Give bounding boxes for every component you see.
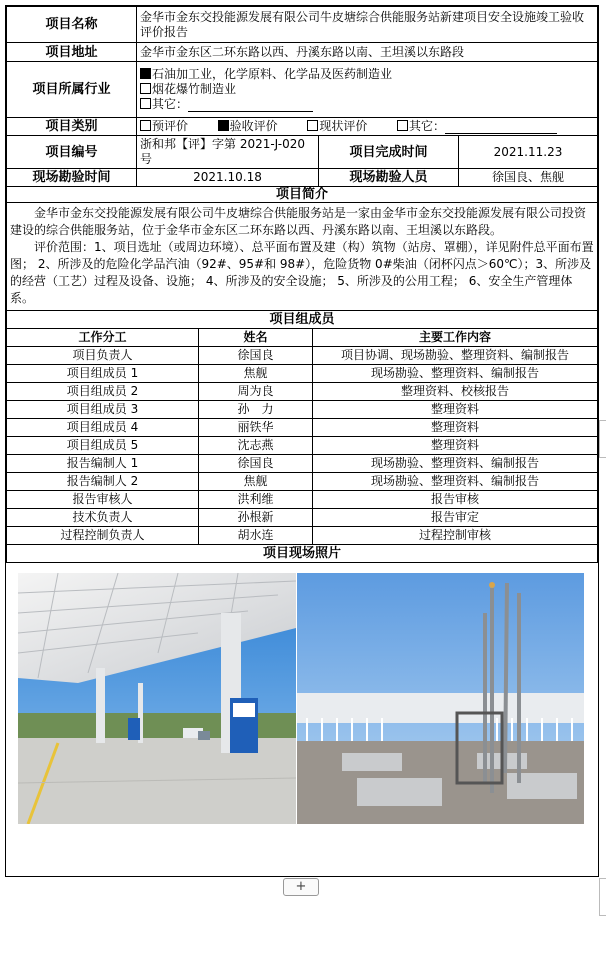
project-type-options (137, 118, 598, 136)
team-work: 报告审定 (313, 509, 598, 527)
team-member-name: 焦舰 (199, 365, 313, 383)
team-member-name: 沈志燕 (199, 437, 313, 455)
team-member-name: 徐国良 (199, 455, 313, 473)
table-row (7, 365, 598, 383)
table-row (7, 383, 598, 401)
team-work: 现场勘验、整理资料、编制报告 (313, 473, 598, 491)
team-work: 整理资料 (313, 401, 598, 419)
team-work: 整理资料 (313, 419, 598, 437)
team-member-name: 洪利维 (199, 491, 313, 509)
team-work: 整理资料、校核报告 (313, 383, 598, 401)
project-industry-label: 项目所属行业 (7, 62, 137, 118)
team-work: 报告审核 (313, 491, 598, 509)
survey-staff-label: 现场勘验人员 (319, 169, 459, 187)
team-member-name: 丽铁华 (199, 419, 313, 437)
table-row (7, 491, 598, 509)
table-row (7, 527, 598, 545)
table-row (7, 437, 598, 455)
add-button[interactable]: + (283, 878, 319, 896)
team-table (6, 311, 598, 563)
team-role: 报告编制人 1 (7, 455, 199, 473)
team-role: 报告编制人 2 (7, 473, 199, 491)
survey-time-label: 现场勘验时间 (7, 169, 137, 187)
industry-other-blank[interactable] (188, 111, 313, 112)
team-header-name: 姓名 (199, 329, 313, 347)
team-member-name: 徐国良 (199, 347, 313, 365)
project-code-value: 浙和邦【评】字第 2021-J-020 号 (137, 136, 319, 169)
type-checkbox-1[interactable] (140, 120, 151, 131)
industry-option[interactable]: 烟花爆竹制造业 (140, 82, 594, 97)
type-checkbox-4[interactable] (397, 120, 408, 131)
team-role: 过程控制负责人 (7, 527, 199, 545)
team-header-work: 主要工作内容 (313, 329, 598, 347)
site-photo-canopy (18, 573, 296, 824)
team-work: 项目协调、现场勘验、整理资料、编制报告 (313, 347, 598, 365)
team-member-name: 孙根新 (199, 509, 313, 527)
finish-time-label: 项目完成时间 (319, 136, 459, 169)
table-row (7, 347, 598, 365)
table-row (7, 401, 598, 419)
industry-option[interactable]: 石油加工业，化学原料、化学品及医药制造业 (140, 67, 594, 82)
intro-paragraph-2: 评价范围：1、项目选址（或周边环境）、总平面布置及建（构）筑物（站房、罩棚），详见附件总平面布置图； 2、所涉及的危险化学品汽油（92#、95#和 98#），危险货物 0#柴油（闭杯闪点＞60℃）；3、所涉及的经营（工艺）过程及设备、设施； 4、所涉及的安全设施； 5、所涉及的公用工程； 6、安全生产管理体系。 (10, 240, 594, 305)
team-member-name: 胡水连 (199, 527, 313, 545)
type-option[interactable]: 验收评价 (218, 119, 278, 133)
team-work: 现场勘验、整理资料、编制报告 (313, 455, 598, 473)
team-role: 项目组成员 1 (7, 365, 199, 383)
industry-option[interactable]: 其它： (140, 97, 594, 112)
site-photo-tank-area (297, 573, 584, 824)
type-option[interactable]: 现状评价 (307, 119, 367, 133)
intro-title: 项目简介 (7, 187, 598, 203)
team-role: 报告审核人 (7, 491, 199, 509)
survey-time-value: 2021.10.18 (137, 169, 319, 187)
table-row (7, 419, 598, 437)
project-address-value: 金华市金东区二环东路以西、丹溪东路以南、王坦溪以东路段 (137, 43, 598, 62)
intro-paragraph-1: 金华市金东交投能源发展有限公司牛皮塘综合供能服务站是一家由金华市金东交投能源发展有限公司投资建设的综合供能服务站，位于金华市金东区二环东路以西、丹溪东路以南、王坦溪以东路段。 (10, 206, 587, 237)
type-checkbox-3[interactable] (307, 120, 318, 131)
type-option[interactable]: 其它： (397, 119, 557, 133)
industry-checkbox-2[interactable] (140, 83, 151, 94)
site-photos (6, 563, 598, 825)
table-row (7, 473, 598, 491)
project-code-label: 项目编号 (7, 136, 137, 169)
side-handle[interactable] (599, 878, 606, 916)
photos-title: 项目现场照片 (7, 545, 598, 563)
type-other-blank[interactable] (445, 133, 557, 134)
team-member-name: 焦舰 (199, 473, 313, 491)
project-name-value: 金华市金东交投能源发展有限公司牛皮塘综合供能服务站新建项目安全设施竣工验收评价报告 (137, 7, 598, 43)
team-header-role: 工作分工 (7, 329, 199, 347)
project-industry-options (137, 62, 598, 118)
team-title: 项目组成员 (7, 311, 598, 329)
team-role: 项目组成员 4 (7, 419, 199, 437)
team-work: 整理资料 (313, 437, 598, 455)
team-member-name: 周为良 (199, 383, 313, 401)
report-sheet (5, 5, 599, 877)
survey-staff-value: 徐国良、焦舰 (459, 169, 598, 187)
side-handle[interactable] (599, 420, 606, 458)
team-role: 项目组成员 5 (7, 437, 199, 455)
team-role: 项目负责人 (7, 347, 199, 365)
team-work: 现场勘验、整理资料、编制报告 (313, 365, 598, 383)
project-address-label: 项目地址 (7, 43, 137, 62)
project-type-label: 项目类别 (7, 118, 137, 136)
type-option[interactable]: 预评价 (140, 119, 188, 133)
team-role: 项目组成员 2 (7, 383, 199, 401)
team-role: 项目组成员 3 (7, 401, 199, 419)
industry-checkbox-3[interactable] (140, 98, 151, 109)
intro-body (7, 203, 598, 311)
project-name-label: 项目名称 (7, 7, 137, 43)
project-info-table (6, 6, 598, 311)
finish-time-value: 2021.11.23 (459, 136, 598, 169)
type-checkbox-2[interactable] (218, 120, 229, 131)
team-member-name: 孙 力 (199, 401, 313, 419)
industry-checkbox-1[interactable] (140, 68, 151, 79)
team-role: 技术负责人 (7, 509, 199, 527)
team-work: 过程控制审核 (313, 527, 598, 545)
table-row (7, 455, 598, 473)
table-row (7, 509, 598, 527)
